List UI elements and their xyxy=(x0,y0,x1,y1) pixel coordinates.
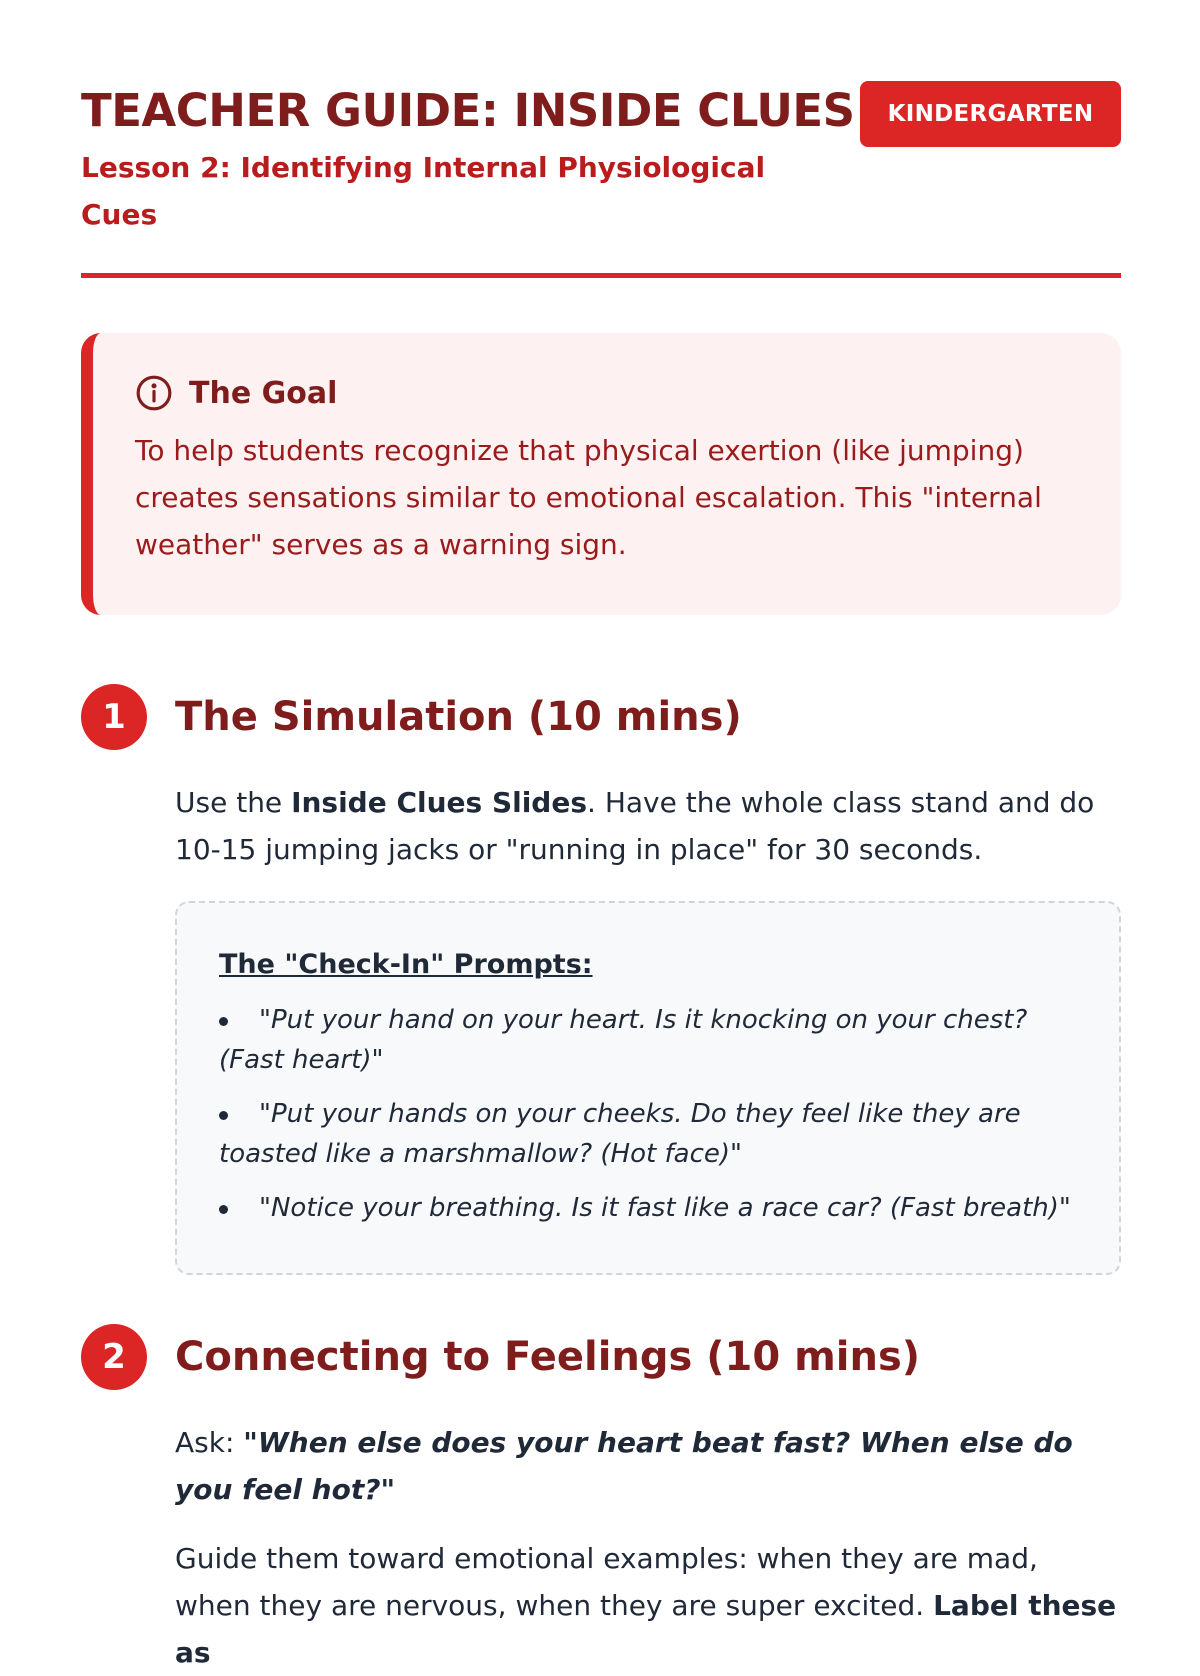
list-item: "Notice your breathing. Is it fast like a race car? (Fast breath)" xyxy=(219,1188,1079,1228)
guide-text: Guide them toward emotional examples: when they are mad, when they are nervous, when they are super excited. xyxy=(175,1542,1038,1622)
step-2-question xyxy=(175,1419,1121,1513)
check-in-prompts-box xyxy=(175,901,1121,1275)
list-item: "Put your hand on your heart. Is it knocking on your chest? (Fast heart)" xyxy=(219,1000,1079,1080)
step-1-text-end: . Have the whole class stand and do 10-15 jumping jacks or "running in place" for 30 seconds. xyxy=(175,786,1095,866)
grade-badge: KINDERGARTEN xyxy=(860,81,1121,147)
step-1-number: 1 xyxy=(81,684,147,750)
step-2-header xyxy=(81,1323,1121,1391)
goal-title: The Goal xyxy=(189,375,338,411)
goal-callout xyxy=(81,333,1121,615)
step-1-text-start: Use the xyxy=(175,786,292,819)
ask-question: "When else does your heart beat fast? When else do you feel hot?" xyxy=(175,1426,1073,1506)
guide-bold-text: Label these as xyxy=(175,1589,1117,1669)
prompts-title: The "Check-In" Prompts: xyxy=(219,949,593,980)
ask-label: Ask: xyxy=(175,1426,244,1459)
step-1-title: The Simulation (10 mins) xyxy=(175,694,742,740)
lesson-subtitle: Lesson 2: Identifying Internal Physiological Cues xyxy=(81,151,766,231)
step-1-instructions xyxy=(175,779,1121,873)
step-1-section xyxy=(81,683,1121,1275)
goal-header xyxy=(135,375,1067,411)
info-icon xyxy=(135,374,173,412)
page-title: TEACHER GUIDE: INSIDE CLUES xyxy=(81,84,855,137)
step-1-header xyxy=(81,683,1121,751)
step-2-section xyxy=(81,1323,1121,1676)
goal-text: To help students recognize that physical exertion (like jumping) creates sensations similar to emotional escalation. This "internal weather" serves as a warning sign. xyxy=(135,434,1042,561)
page-header xyxy=(81,78,1121,238)
prompts-list xyxy=(219,1000,1079,1228)
slides-reference: Inside Clues Slides xyxy=(291,786,588,819)
step-2-title: Connecting to Feelings (10 mins) xyxy=(175,1334,921,1380)
step-2-guidance xyxy=(175,1535,1121,1676)
header-divider xyxy=(81,273,1121,278)
list-item: "Put your hands on your cheeks. Do they feel like they are toasted like a marshmallow? (Hot face)" xyxy=(219,1094,1079,1174)
step-2-number: 2 xyxy=(81,1324,147,1390)
